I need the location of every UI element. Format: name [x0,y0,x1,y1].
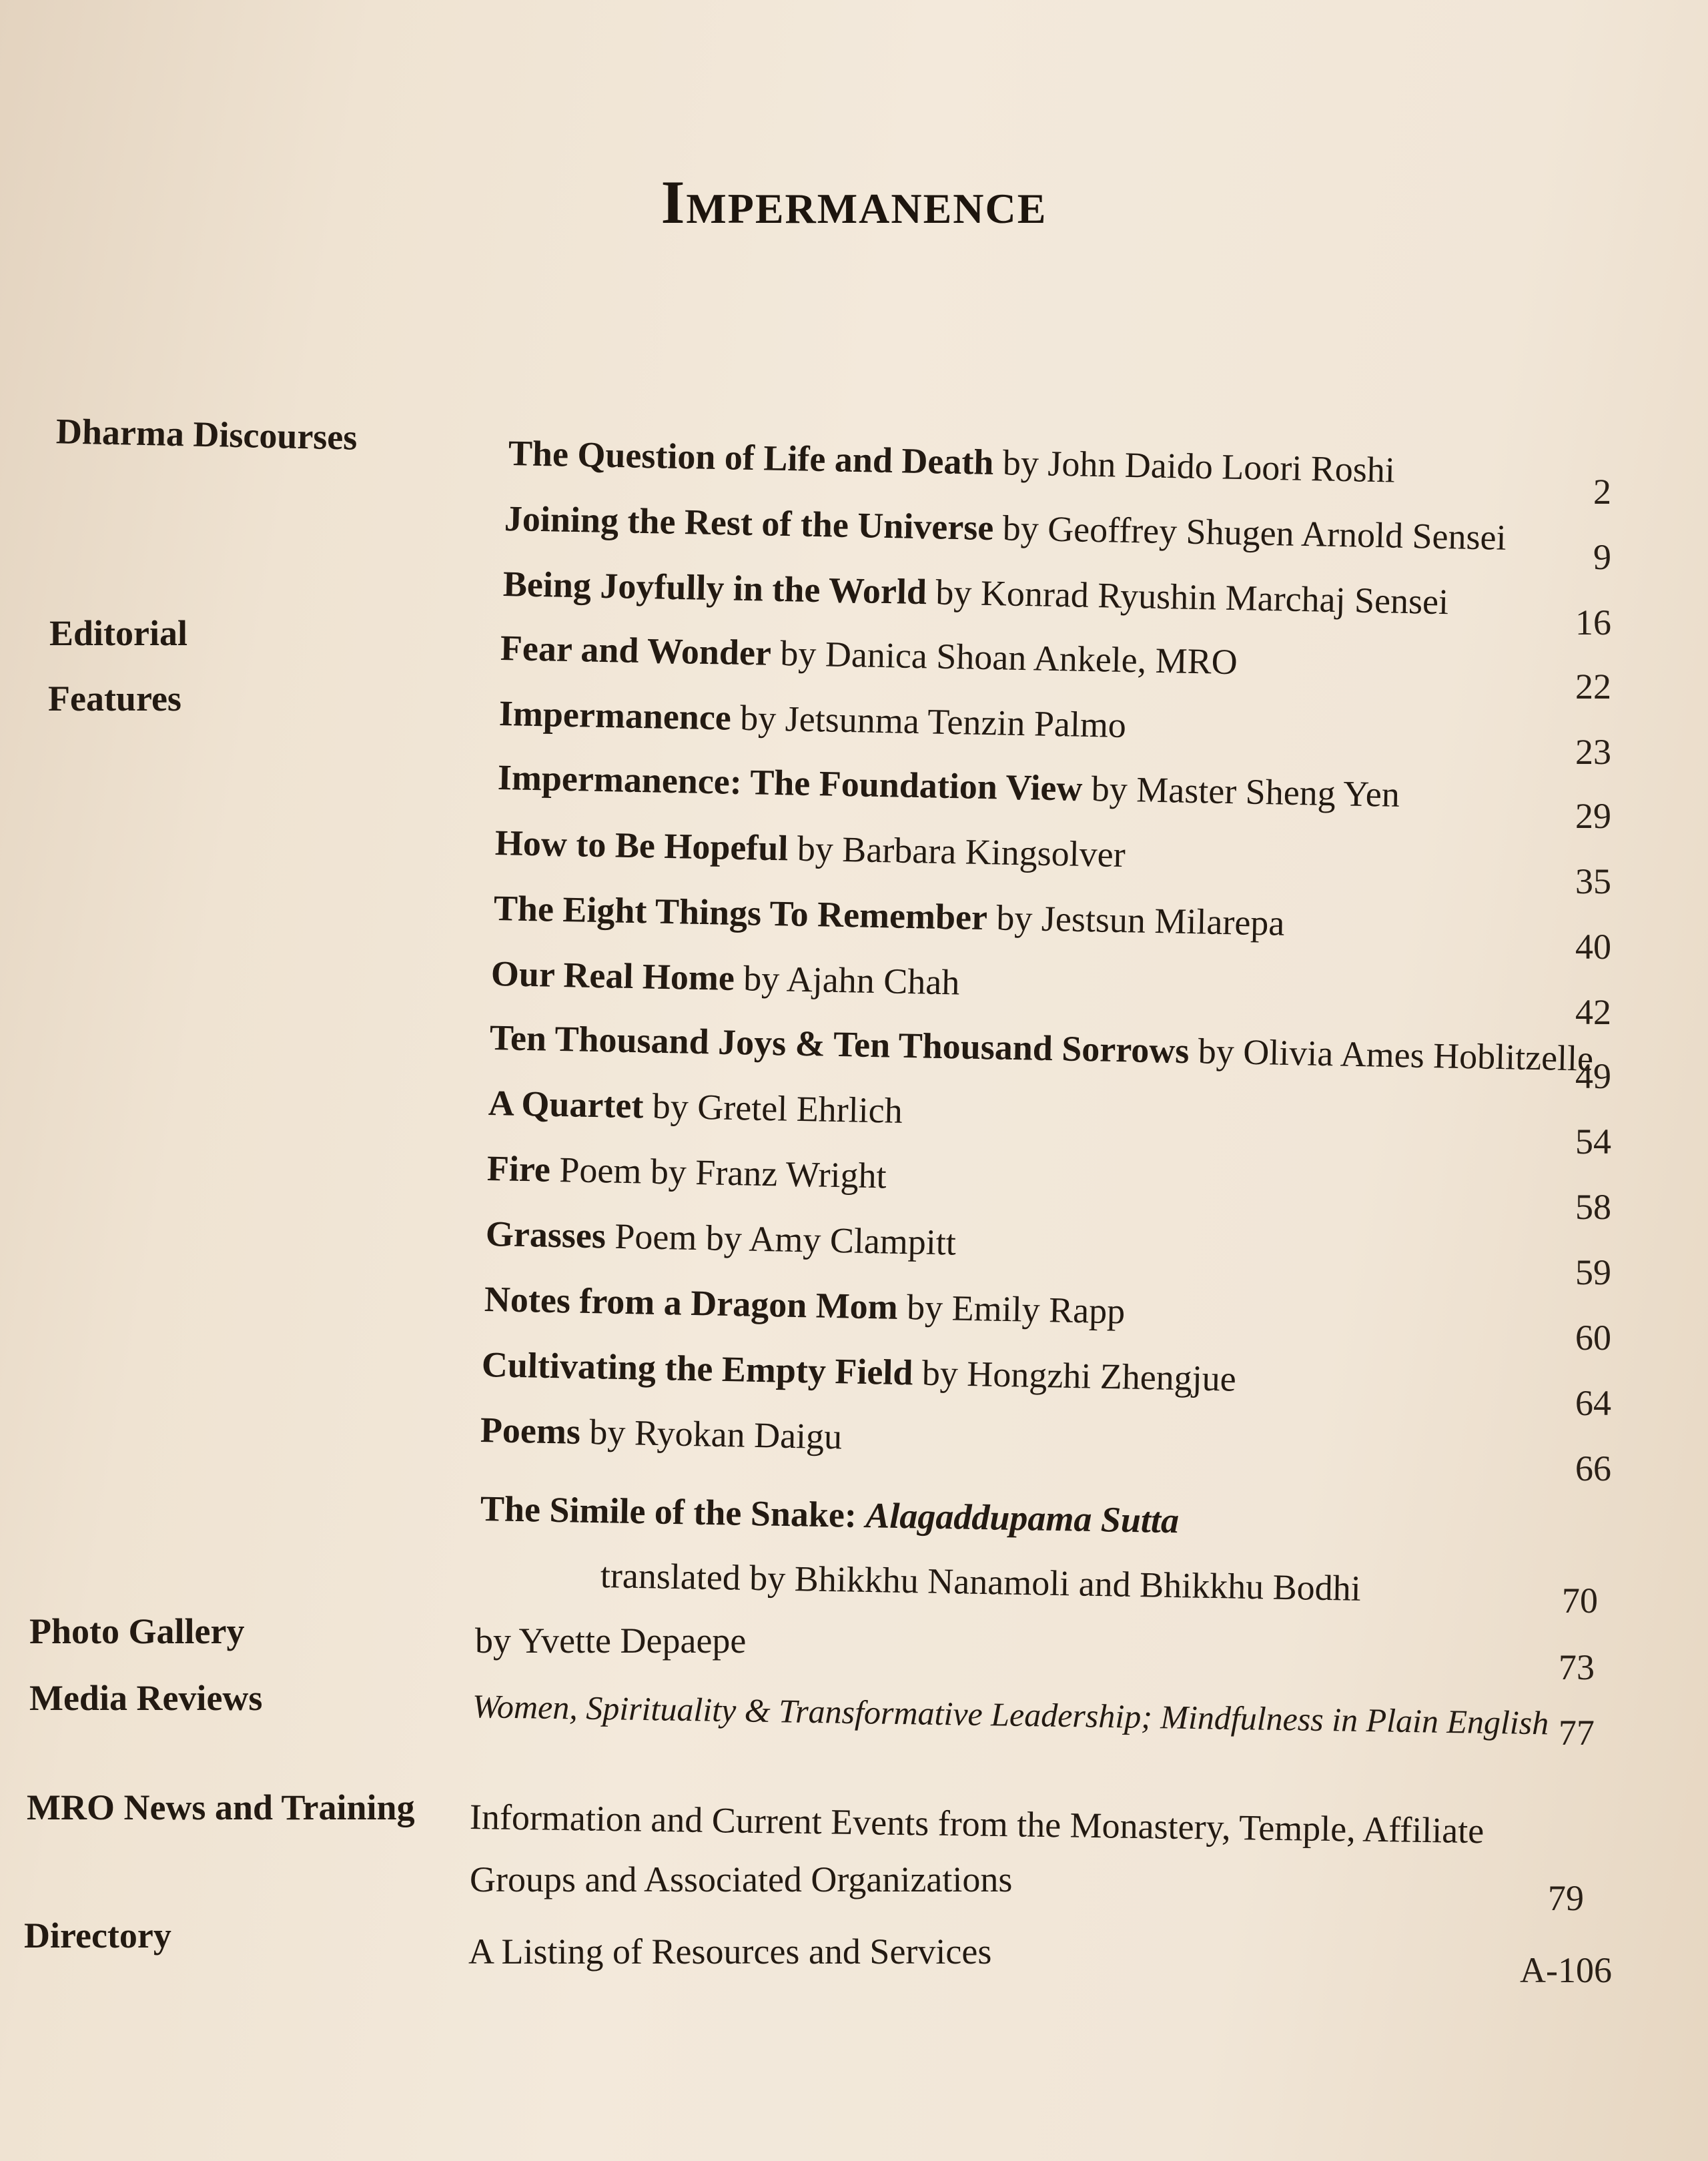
page-number: 2 [1593,472,1611,512]
toc-entry [489,1017,1593,1079]
toc-entry [494,822,1126,875]
section-mro-news: MRO News and Training [27,1787,415,1827]
page-number: 49 [1575,1056,1611,1096]
entry-title: The Eight Things To Remember [493,888,988,938]
toc-entry [497,757,1400,815]
entry-title: Notes from a Dragon Mom [484,1279,899,1327]
entry-title: The Simile of the Snake: [480,1488,866,1536]
page-number: 66 [1575,1448,1611,1488]
page-title: Impermanence [661,168,1047,236]
toc-entry [502,563,1448,622]
page-number: 77 [1559,1713,1595,1753]
entry-title: The Question of Life and Death [508,433,995,482]
page-number: 29 [1575,796,1611,836]
page-number: 9 [1593,537,1611,577]
entry-byline: by Barbara Kingsolver [787,828,1126,875]
entry-title: Cultivating the Empty Field [481,1344,913,1393]
page-number: 35 [1575,861,1611,901]
toc-entry [490,953,959,1003]
entry-title: How to Be Hopeful [494,823,789,869]
entry-title: Our Real Home [490,953,735,999]
toc-entry-directory: A Listing of Resources and Services [468,1931,992,1972]
entry-byline: by Danica Shoan Ankele, MRO [771,632,1238,683]
page-number: 16 [1575,602,1611,642]
entry-byline: by Konrad Ryushin Marchaj Sensei [926,572,1449,622]
entry-title: Impermanence [498,693,732,738]
toc-entry-photo: by Yvette Depaepe [475,1621,747,1661]
toc-entry-simile-translator: translated by Bhikkhu Nanamoli and Bhikkhu Bodhi [600,1555,1362,1609]
toc-entry [488,1082,903,1132]
entry-byline: by Emily Rapp [897,1286,1126,1332]
page-number: 73 [1559,1647,1595,1687]
page-number: A-106 [1520,1950,1612,1990]
toc-entry [481,1344,1236,1400]
section-media-reviews: Media Reviews [29,1678,263,1718]
entry-title: Poems [480,1410,581,1452]
page-number: 58 [1575,1187,1611,1227]
page-number: 60 [1575,1318,1611,1358]
entry-byline: by Ryokan Daigu [580,1411,843,1457]
entry-byline: by Hongzhi Zhengjue [912,1352,1237,1399]
page-number: 40 [1575,927,1611,967]
toc-entry-media: Women, Spirituality & Transformative Leadership; Mindfulness in Plain English [472,1687,1549,1742]
toc-entry [485,1213,956,1264]
entry-byline: Poem by Amy Clampitt [605,1216,957,1263]
entry-byline: by Olivia Ames Hoblitzelle [1188,1031,1594,1079]
page-number: 42 [1575,992,1611,1032]
toc-entry [500,627,1238,683]
entry-byline: by Gretel Ehrlich [643,1086,903,1131]
entry-byline: by Master Sheng Yen [1082,768,1400,815]
toc-entry-news-line2: Groups and Associated Organizations [470,1859,1013,1899]
entry-title: A Quartet [488,1083,644,1126]
toc-entry [504,498,1507,558]
entry-title: Impermanence: The Foundation View [497,757,1083,809]
toc-entry [493,887,1285,944]
toc-entry [498,693,1126,746]
page-number: 59 [1575,1252,1611,1292]
entry-byline: by John Daido Loori Roshi [993,442,1396,490]
entry-title: Ten Thousand Joys & Ten Thousand Sorrows [489,1017,1190,1071]
entry-title: Fear and Wonder [500,628,772,673]
entry-byline: by Jestsun Milarepa [987,897,1285,943]
entry-byline: by Jetsunma Tenzin Palmo [731,697,1127,746]
entry-subtitle: Alagaddupama Sutta [865,1495,1180,1541]
toc-entry [486,1148,887,1196]
entry-title: Being Joyfully in the World [502,564,927,612]
section-dharma-discourses: Dharma Discourses [55,411,358,458]
entry-byline: by Geoffrey Shugen Arnold Sensei [993,508,1507,558]
page-number: 70 [1562,1581,1598,1621]
section-features: Features [48,679,181,719]
page-number: 64 [1575,1383,1611,1423]
toc-entry-news-line1: Information and Current Events from the Monastery, Temple, Affiliate [469,1797,1484,1851]
entry-title: Joining the Rest of the Universe [504,498,994,548]
page-number: 23 [1575,732,1611,772]
page-number: 54 [1575,1122,1611,1162]
toc-entry-simile [480,1488,1179,1541]
page-number: 79 [1548,1878,1584,1918]
toc-entry [508,432,1395,491]
toc-entry [484,1278,1125,1332]
toc-entry [480,1409,842,1457]
entry-title: Grasses [485,1214,606,1256]
section-editorial: Editorial [49,613,188,653]
section-directory: Directory [24,1915,171,1956]
entry-byline: by Ajahn Chah [734,958,960,1003]
entry-byline: Poem by Franz Wright [550,1149,887,1196]
page-number: 22 [1575,667,1611,707]
section-photo-gallery: Photo Gallery [29,1611,245,1651]
entry-title: Fire [486,1148,551,1190]
